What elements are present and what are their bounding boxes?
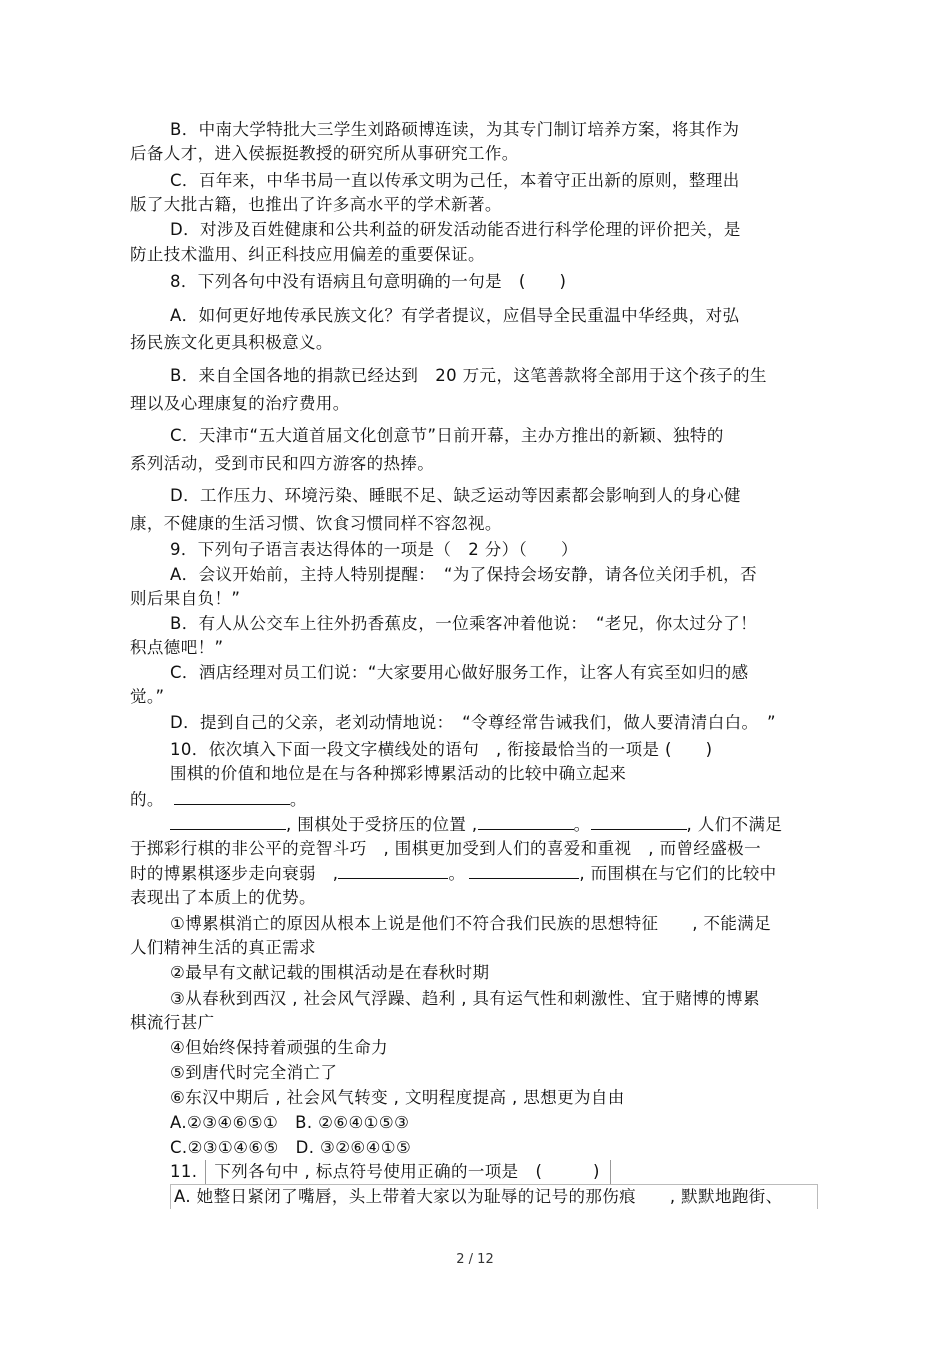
q8-option-d-line1: D．工作压力、环境污染、睡眠不足、缺乏运动等因素都会影响到人的身心健 [170, 486, 741, 505]
q9-option-a-line1: A．会议开始前，主持人特别提醒： “为了保持会场安静，请各位关闭手机，否 [170, 565, 757, 584]
blank-line [478, 815, 574, 830]
q10-choices-ab: A.②③④⑥⑤① B. ②⑥④①⑤③ [170, 1113, 410, 1132]
q10-item-5: ⑤到唐代时完全消亡了 [170, 1063, 338, 1082]
q10-passage-text: 。 [289, 790, 307, 809]
q7-option-d-line1: D．对涉及百姓健康和公共利益的研发活动能否进行科学伦理的评价把关，是 [170, 220, 741, 239]
q7-option-b-line1: B．中南大学特批大三学生刘路硕博连读，为其专门制订培养方案，将其作为 [170, 120, 740, 139]
q10-passage-line5 [130, 863, 777, 885]
q9-option-b-line1: B．有人从公交车上往外扔香蕉皮，一位乘客冲着他说： “老兄，你太过分了！ [170, 614, 758, 633]
q9-option-b-line2: 积点德吧！” [130, 638, 224, 657]
q10-passage-line6: 表现出了本质上的优势。 [130, 888, 316, 907]
q8-option-c-line1: C．天津市“五大道首届文化创意节”日前开幕，主办方推出的新颖、独特的 [170, 426, 724, 445]
q11-stem: 11. 下列各句中 , 标点符号使用正确的一项是 ( ) [170, 1162, 600, 1181]
q10-passage-text: 时的博累棋逐步走向衰弱 , [130, 864, 339, 883]
q8-option-b-line1: B．来自全国各地的捐款已经达到 20 万元，这笔善款将全部用于这个孩子的生 [170, 366, 767, 385]
q8-option-d-line2: 康，不健康的生活习惯、饮食习惯同样不容忽视。 [130, 514, 502, 533]
q10-item-2: ②最早有文献记载的围棋活动是在春秋时期 [170, 963, 490, 982]
q10-choices-cd: C.②③①④⑥⑤ D. ③②⑥④①⑤ [170, 1138, 412, 1157]
q8-option-a-line2: 扬民族文化更具积极意义。 [130, 333, 333, 352]
q7-option-c-line2: 版了大批古籍，也推出了许多高水平的学术新著。 [130, 195, 502, 214]
q10-passage-text: , 人们不满足 [686, 815, 783, 834]
q7-option-b-line2: 后备人才，进入侯振挺教授的研究所从事研究工作。 [130, 144, 519, 163]
q8-option-b-line2: 理以及心理康复的治疗费用。 [130, 394, 350, 413]
q10-passage-text: 。 [448, 864, 466, 883]
blank-line [174, 790, 290, 805]
q10-item-4: ④但始终保持着顽强的生命力 [170, 1038, 388, 1057]
q7-option-d-line2: 防止技术滥用、纠正科技应用偏差的重要保证。 [130, 245, 485, 264]
q10-passage-line2 [130, 789, 307, 811]
q10-passage-line4: 于掷彩行棋的非公平的竞智斗巧 , 围棋更加受到人们的喜爱和重视 , 而曾经盛极一 [130, 839, 761, 858]
q11-option-a-line1: A. 她整日紧闭了嘴唇，头上带着大家以为耻辱的记号的那伤痕 , 默默地跑街、 [174, 1187, 783, 1206]
q9-option-d: D．提到自己的父亲，老刘动情地说： “令尊经常告诫我们，做人要清清白白。 ” [170, 713, 777, 732]
q7-option-c-line1: C．百年来，中华书局一直以传承文明为己任，本着守正出新的原则，整理出 [170, 171, 740, 190]
q8-option-a-line1: A．如何更好地传承民族文化？有学者提议，应倡导全民重温中华经典，对弘 [170, 306, 740, 325]
q10-item-1-line1: ①博累棋消亡的原因从根本上说是他们不符合我们民族的思想特征 , 不能满足 [170, 914, 772, 933]
q10-item-3-line2: 棋流行甚广 [130, 1013, 215, 1032]
q10-passage-text: 的。 [130, 790, 164, 809]
blank-line [591, 815, 687, 830]
q10-passage-line3 [170, 814, 782, 836]
blank-line [170, 815, 286, 830]
q8-stem: 8．下列各句中没有语病且句意明确的一句是 ( ) [170, 272, 567, 291]
q10-passage-line1: 围棋的价值和地位是在与各种掷彩博累活动的比较中确立起来 [170, 764, 627, 783]
blank-line [338, 864, 448, 879]
q10-item-3-line1: ③从春秋到西汉 , 社会风气浮躁、趋利 , 具有运气性和刺激性、宜于赌博的博累 [170, 989, 760, 1008]
q9-option-c-line1: C．酒店经理对员工们说：“大家要用心做好服务工作，让客人有宾至如归的感 [170, 663, 749, 682]
q9-option-a-line2: 则后果自负！” [130, 589, 241, 608]
blank-line [469, 864, 579, 879]
q9-stem: 9．下列句子语言表达得体的一项是（ 2 分）（ ） [170, 540, 578, 559]
q10-item-6: ⑥东汉中期后 , 社会风气转变 , 文明程度提高 , 思想更为自由 [170, 1088, 625, 1107]
q10-item-1-line2: 人们精神生活的真正需求 [130, 938, 316, 957]
q10-passage-text: , 围棋处于受挤压的位置 , [286, 815, 478, 834]
q10-stem: 10．依次填入下面一段文字横线处的语句 , 衔接最恰当的一项是 ( ) [170, 740, 713, 759]
q10-passage-text: 。 [573, 815, 591, 834]
page-number: 2 / 12 [456, 1252, 494, 1267]
q9-option-c-line2: 觉。” [130, 687, 165, 706]
q8-option-c-line2: 系列活动，受到市民和四方游客的热捧。 [130, 454, 435, 473]
q10-passage-text: , 而围棋在与它们的比较中 [579, 864, 777, 883]
